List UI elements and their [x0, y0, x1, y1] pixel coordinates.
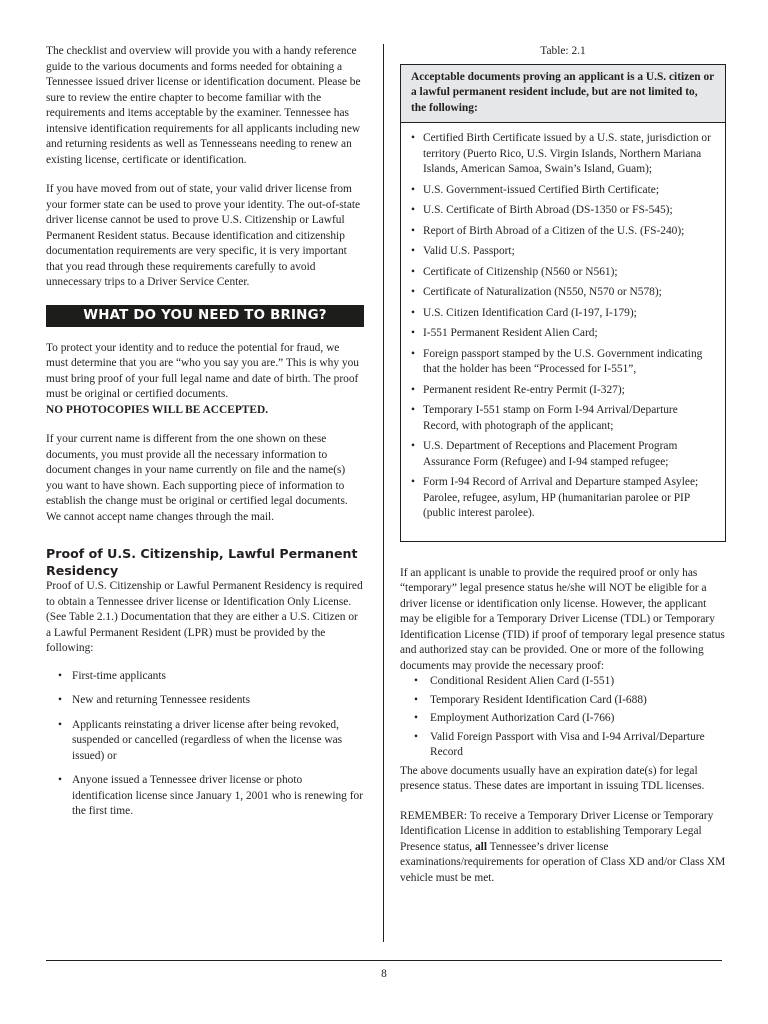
list-item: • Certified Birth Certificate issued by a U.S. state, jurisdiction or territory (Puerto Rico, U.S. Virgin Islands, Northern Mariana Islands, American Samoa, Swain’s Island, Guam); [411, 131, 715, 178]
list-item: • Employment Authorization Card (I-766) [400, 711, 726, 727]
footer-rule [46, 960, 722, 961]
applicant-list [46, 669, 364, 820]
list-item: • Certificate of Naturalization (N550, N570 or N578); [411, 285, 715, 301]
protect-identity-paragraph: To protect your identity and to reduce the potential for fraud, we must determine that you are “who you say you are.” This is why you must bring proof of your full legal name and date of birth. The proof must be original or certified documents. [46, 341, 359, 400]
temporary-documents-list [400, 674, 726, 761]
table-caption: Table: 2.1 [540, 45, 586, 57]
list-item: • Temporary Resident Identification Card (I-688) [400, 693, 726, 709]
list-item: • Foreign passport stamped by the U.S. Government indicating that the holder has been “Processed for I-551”, [411, 347, 715, 378]
citizenship-section-heading: Proof of U.S. Citizenship, Lawful Permanent Residency [46, 546, 358, 578]
left-column [46, 44, 364, 829]
list-item: • Temporary I-551 stamp on Form I-94 Arrival/Departure Record, with photograph of the applicant; [411, 403, 715, 434]
list-item: • Certificate of Citizenship (N560 or N561); [411, 265, 715, 281]
list-item: • Applicants reinstating a driver license after being revoked, suspended or cancelled (regardless of when the license was issued) or [46, 718, 364, 765]
list-item: • Form I-94 Record of Arrival and Departure stamped Asylee; Parolee, refugee, asylum, HP (humanitarian parolee or PIP (public interest parolee). [411, 475, 715, 522]
list-item: • U.S. Government-issued Certified Birth Certificate; [411, 183, 715, 199]
list-item: • Valid Foreign Passport with Visa and I-94 Arrival/Departure Record [400, 730, 726, 761]
temporary-status-paragraph: If an applicant is unable to provide the required proof or only has “temporary” legal presence status he/she will NOT be eligible for a driver license or identification only license. However, the applicant may be eligible for a Temporary Driver License (TDL) or Temporary Identification License (TID) if proof of temporary legal presence status and authorized stay can be provided. One or more of the following documents may provide the necessary proof: [400, 566, 725, 672]
citizenship-section-body: Proof of U.S. Citizenship or Lawful Permanent Residency is required to obtain a Tennessee driver license or Identification Only License. (See Table 2.1.) Documentation that they are either a U.S. Citizen or a Lawful Permanent Resident (LPR) must be provided by the following: [46, 580, 363, 654]
list-item: • First-time applicants [46, 669, 364, 685]
list-item: • U.S. Citizen Identification Card (I-197, I-179); [411, 306, 715, 322]
remember-text: REMEMBER: To receive a Temporary Driver License or Temporary Identification License in addition to establishing Temporary Legal Presence status, [400, 809, 714, 853]
page-number: 8 [381, 968, 387, 980]
column-divider [383, 44, 384, 942]
remember-paragraph [400, 809, 726, 887]
remember-emphasis: all [474, 840, 488, 853]
no-photocopies-notice: NO PHOTOCOPIES WILL BE ACCEPTED. [46, 403, 269, 416]
list-item: • Anyone issued a Tennessee driver license or photo identification license since January 1, 2001 who is renewing for the first time. [46, 773, 364, 820]
acceptable-documents-list [411, 131, 715, 522]
expiration-paragraph: The above documents usually have an expiration date(s) for legal presence status. These dates are important in issuing TDL licenses. [400, 764, 705, 792]
right-column [400, 44, 726, 886]
table-body [401, 123, 725, 541]
table-header: Acceptable documents proving an applicant is a U.S. citizen or a lawful permanent resident include, but are not limited to, the following: [401, 65, 725, 124]
list-item: • New and returning Tennessee residents [46, 693, 364, 709]
list-item: • U.S. Department of Receptions and Placement Program Assurance Form (Refugee) and I-94 stamped refugee; [411, 439, 715, 470]
out-of-state-paragraph: If you have moved from out of state, your valid driver license from your former state can be used to prove your identity. The out-of-state driver license cannot be used to prove U.S. Citizenship or Lawful Permanent Resident status. Because identification and citizenship documentation requirements are very specific, it is very important that you read through these requirements carefully to avoid unnecessary trips to a Driver Service Center. [46, 183, 361, 288]
list-item: • Conditional Resident Alien Card (I-551) [400, 674, 726, 690]
list-item: • Valid U.S. Passport; [411, 244, 715, 260]
remember-text-end: Tennessee’s driver license examinations/requirements for operation of Class XD and/or Class XM vehicle must be met. [400, 840, 726, 884]
list-item: • Report of Birth Abroad of a Citizen of the U.S. (FS-240); [411, 224, 715, 240]
list-item: • Permanent resident Re-entry Permit (I-327); [411, 383, 715, 399]
name-change-paragraph: If your current name is different from the one shown on these documents, you must provide all the necessary information to document changes in your name currently on file and the name(s) you want to have shown. Each supporting piece of information to establish the change must be original or certified legal documents. We cannot accept name changes through the mail. [46, 433, 348, 523]
list-item: • I-551 Permanent Resident Alien Card; [411, 326, 715, 342]
documents-table [400, 64, 726, 542]
what-to-bring-banner: WHAT DO YOU NEED TO BRING? [46, 305, 364, 327]
intro-paragraph: The checklist and overview will provide you with a handy reference guide to the various documents and forms needed for obtaining a Tennessee issued driver license or identification document. Please be sure to review the entire chapter to become familiar with the requirements and items acceptable by the examiner. Tennessee has intensive identification requirements for all applicants including new and returning residents as well as Tennesseans needing to renew an existing license, certificate or identification. [46, 45, 361, 166]
list-item: • U.S. Certificate of Birth Abroad (DS-1350 or FS-545); [411, 203, 715, 219]
